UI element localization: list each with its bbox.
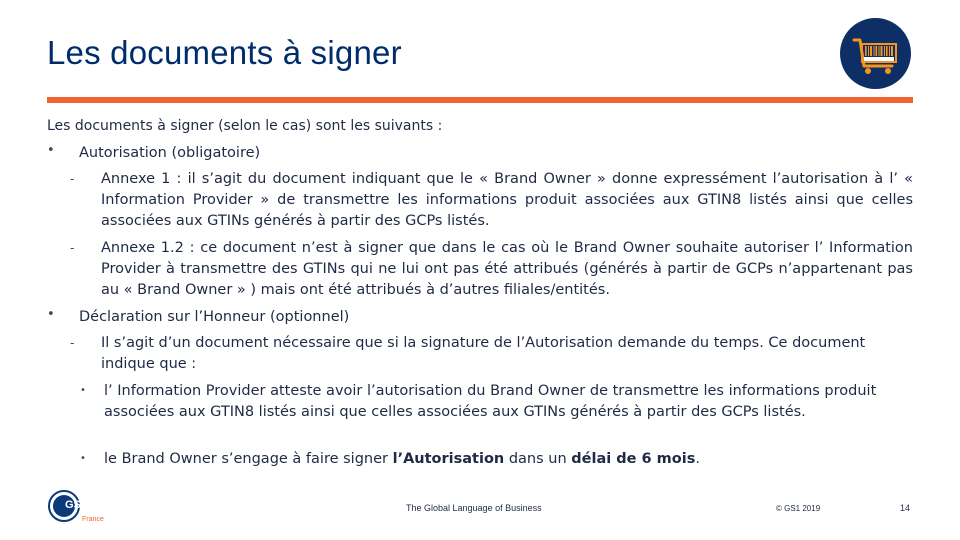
bullet: • — [47, 307, 55, 322]
declaration-paragraph: Il s’agit d’un document nécessaire que si la signature de l’Autorisation demande du temps. Ce document indique que : — [101, 335, 866, 372]
term-autorisation: l’Autorisation — [392, 451, 505, 467]
dash-bullet: - — [70, 241, 75, 255]
accent-rule — [47, 97, 913, 103]
annexe-1-2-paragraph — [101, 238, 913, 301]
term-information-provider: Information Provider — [117, 383, 266, 399]
footer-tagline: The Global Language of Business — [406, 503, 542, 513]
dash-bullet: - — [70, 336, 75, 350]
annexe-1-2-label: Annexe 1.2 — [101, 240, 184, 256]
text-segment: dans un — [504, 451, 572, 467]
term-brand-owner: Brand Owner — [121, 451, 217, 467]
cart-barcode-icon — [840, 18, 911, 89]
annexe-1-label: Annexe 1 — [101, 171, 171, 187]
term-delai: délai de 6 mois — [571, 451, 696, 467]
annexe-1-2-text: : ce document n’est à signer que dans le cas où le Brand Owner souhaite autoriser l’ Information Provider à transmettre des GTINs qui ne lui ont pas été attribués (générés à partir de GCPs n’appartenant pas au « Brand Owner » ) mais ont été attribués à d’autres filiales/entités. — [101, 240, 913, 298]
declaration-sub-item-1 — [104, 381, 884, 423]
sub-bullet: • — [80, 385, 86, 396]
gs1-logo-text: GS1 — [65, 499, 88, 511]
annexe-1-paragraph — [101, 169, 913, 232]
gs1-logo-france: France — [82, 516, 104, 523]
intro-text: Les documents à signer (selon le cas) sont les suivants : — [47, 118, 443, 134]
annexe-1-text: : il s’agit du document indiquant que le « Brand Owner » donne expressément l’autorisation à l’ « Information Provider » de transmettre les informations produit associées aux GTIN8 listés ainsi que celles associées aux GTINs générés à partir des GCPs listés. — [101, 171, 913, 229]
footer-copyright: © GS1 2019 — [776, 504, 821, 513]
text-segment: s’engage à faire signer — [216, 451, 393, 467]
dash-bullet: - — [70, 172, 75, 186]
declaration-sub-item-2 — [104, 449, 884, 470]
page-number: 14 — [900, 503, 911, 513]
section-heading-autorisation: Autorisation (obligatoire) — [79, 145, 261, 161]
text-segment: atteste avoir l’autorisation du — [265, 383, 491, 399]
term-brand-owner: Brand Owner — [490, 383, 586, 399]
page-title: Les documents à signer — [47, 34, 402, 71]
bullet: • — [47, 143, 55, 158]
text-segment: l’ — [104, 383, 118, 399]
sub-bullet: • — [80, 453, 86, 464]
cart-barcode-icon-svg — [840, 18, 911, 89]
text-segment: de transmettre les informations produit associées aux GTIN8 listés ainsi que celles associées aux GTINs générés à partir des GCPs listés. — [104, 383, 877, 420]
text-segment: le — [104, 451, 122, 467]
text-segment: . — [695, 451, 700, 467]
section-heading-declaration: Déclaration sur l’Honneur (optionnel) — [79, 309, 350, 325]
